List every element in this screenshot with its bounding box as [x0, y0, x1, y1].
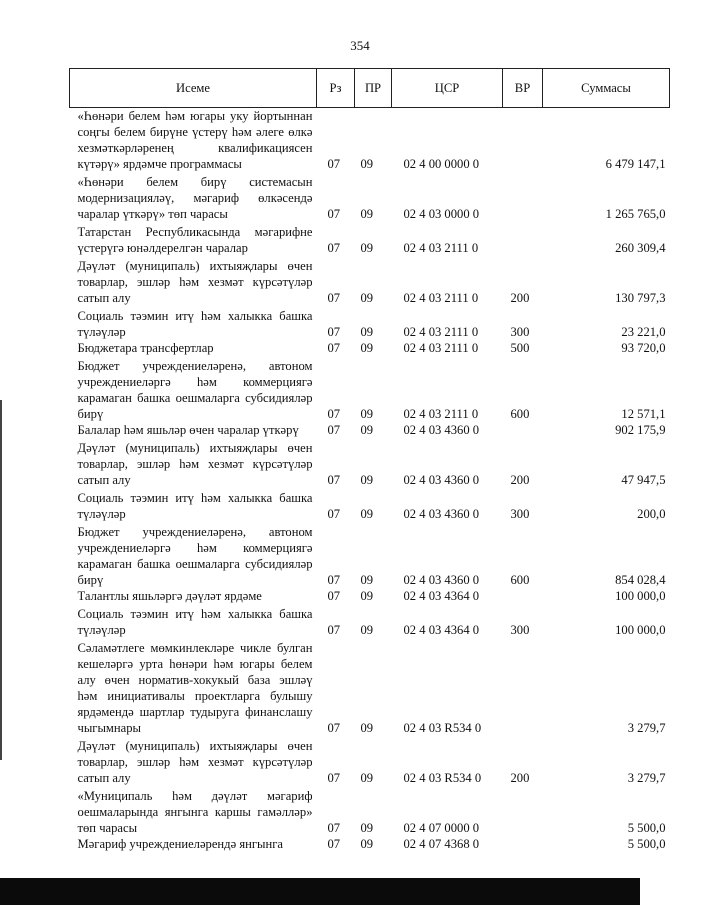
row-name: «Муниципаль һәм дәүләт мәгариф оешмаларында янгынга каршы гамәлләр» төп чарасы [77, 789, 313, 835]
row-csr: 02 4 03 2111 0 [403, 241, 479, 255]
row-amount: 23 221,0 [621, 325, 666, 339]
row-pr: 09 [360, 207, 374, 221]
row-csr: 02 4 03 4360 0 [403, 423, 480, 437]
row-rz: 07 [327, 473, 341, 487]
row-amount: 200,0 [637, 507, 666, 521]
row-rz: 07 [327, 771, 341, 785]
row-rz: 07 [327, 407, 341, 421]
row-amount: 100 000,0 [615, 623, 666, 637]
budget-table-container [69, 68, 669, 852]
row-amount: 5 500,0 [627, 837, 666, 851]
row-rz: 07 [327, 507, 341, 521]
row-name: Дәүләт (муниципаль) ихтыяҗлары өчен товарлар, эшләр һәм хезмәт күрсәтүләр сатып алу [77, 739, 313, 785]
row-csr: 02 4 03 2111 0 [403, 341, 479, 355]
row-pr: 09 [360, 837, 374, 851]
row-pr: 09 [360, 821, 374, 835]
row-name: Мәгариф учреждениеләрендә янгынга [77, 837, 283, 851]
row-pr: 09 [360, 341, 374, 355]
row-rz: 07 [327, 341, 341, 355]
row-name: Социаль тәэмин итү һәм халыкка башка түләүләр [77, 309, 313, 339]
row-amount: 3 279,7 [627, 771, 666, 785]
row-name: Дәүләт (муниципаль) ихтыяҗлары өчен товарлар, эшләр һәм хезмәт күрсәтүләр сатып алу [77, 441, 313, 487]
row-pr: 09 [360, 407, 374, 421]
budget-table [69, 68, 670, 852]
row-vr: 200 [510, 771, 530, 785]
row-vr [503, 786, 543, 836]
row-vr: 600 [510, 573, 530, 587]
header-vr: ВР [503, 69, 543, 108]
row-pr: 09 [360, 325, 374, 339]
header-amount: Суммасы [543, 69, 670, 108]
row-rz: 07 [327, 573, 341, 587]
row-csr: 02 4 03 4364 0 [403, 623, 480, 637]
row-amount: 100 000,0 [615, 589, 666, 603]
row-amount: 130 797,3 [615, 291, 666, 305]
row-vr [503, 108, 543, 173]
row-csr: 02 4 07 0000 0 [403, 821, 480, 835]
row-csr: 02 4 03 2111 0 [403, 291, 479, 305]
row-rz: 07 [327, 207, 341, 221]
row-vr: 200 [510, 291, 530, 305]
row-vr [503, 422, 543, 438]
row-rz: 07 [327, 837, 341, 851]
row-rz: 07 [327, 325, 341, 339]
row-vr: 500 [510, 341, 530, 355]
header-pr: ПР [355, 69, 392, 108]
row-vr: 200 [510, 473, 530, 487]
table-row [70, 340, 670, 356]
table-row [70, 306, 670, 340]
row-csr: 02 4 03 R534 0 [403, 771, 482, 785]
row-amount: 93 720,0 [621, 341, 666, 355]
row-pr: 09 [360, 157, 374, 171]
table-row [70, 256, 670, 306]
row-amount: 3 279,7 [627, 721, 666, 735]
table-row [70, 172, 670, 222]
row-rz: 07 [327, 623, 341, 637]
row-name: Балалар һәм яшьләр өчен чаралар үткәрү [77, 423, 299, 437]
row-rz: 07 [327, 821, 341, 835]
row-amount: 47 947,5 [621, 473, 666, 487]
row-amount: 5 500,0 [627, 821, 666, 835]
header-rz: Рз [317, 69, 355, 108]
row-csr: 02 4 03 4360 0 [403, 473, 480, 487]
page-number: 354 [350, 38, 370, 53]
row-csr: 02 4 03 R534 0 [403, 721, 482, 735]
row-csr: 02 4 03 2111 0 [403, 325, 479, 339]
row-rz: 07 [327, 423, 341, 437]
row-rz: 07 [327, 589, 341, 603]
table-row [70, 786, 670, 836]
row-vr [503, 638, 543, 736]
row-amount: 902 175,9 [615, 423, 666, 437]
row-pr: 09 [360, 623, 374, 637]
table-header-row [70, 69, 670, 108]
scan-bottom-border [0, 878, 640, 905]
row-csr: 02 4 03 0000 0 [403, 207, 480, 221]
row-csr: 02 4 03 4360 0 [403, 573, 480, 587]
row-vr: 300 [510, 507, 530, 521]
row-pr: 09 [360, 721, 374, 735]
row-rz: 07 [327, 157, 341, 171]
table-row [70, 638, 670, 736]
row-vr: 300 [510, 623, 530, 637]
row-amount: 1 265 765,0 [605, 207, 666, 221]
header-name: Исеме [70, 69, 317, 108]
header-csr: ЦСР [392, 69, 503, 108]
row-vr [503, 222, 543, 256]
table-body [70, 108, 670, 853]
table-row [70, 422, 670, 438]
table-row [70, 488, 670, 522]
scan-edge-line [0, 400, 2, 760]
row-pr: 09 [360, 291, 374, 305]
row-pr: 09 [360, 771, 374, 785]
row-csr: 02 4 03 4364 0 [403, 589, 480, 603]
row-pr: 09 [360, 589, 374, 603]
row-vr [503, 836, 543, 852]
row-name: Бюджет учреждениеләренә, автоном учреждениеләргә һәм коммерциягә карамаган башка оешмаларга субсидияләр бирү [77, 525, 313, 587]
row-name: Социаль тәэмин итү һәм халыкка башка түләүләр [77, 491, 313, 521]
table-row [70, 108, 670, 173]
table-row [70, 588, 670, 604]
row-rz: 07 [327, 291, 341, 305]
row-pr: 09 [360, 241, 374, 255]
table-row [70, 438, 670, 488]
table-row [70, 736, 670, 786]
row-amount: 12 571,1 [621, 407, 666, 421]
table-row [70, 522, 670, 588]
row-rz: 07 [327, 241, 341, 255]
row-name: Татарстан Республикасында мәгарифне үстерүгә юнәлдерелгән чаралар [77, 225, 313, 255]
row-name: Бюджетара трансфертлар [77, 341, 214, 355]
row-pr: 09 [360, 423, 374, 437]
row-name: «Һөнәри белем бирү системасын модернизацияләү, мәгариф өлкәсендә чаралар үткәрү» төп чарасы [77, 175, 313, 221]
table-row [70, 222, 670, 256]
row-vr [503, 172, 543, 222]
row-pr: 09 [360, 573, 374, 587]
row-pr: 09 [360, 473, 374, 487]
row-csr: 02 4 07 4368 0 [403, 837, 480, 851]
row-amount: 854 028,4 [615, 573, 666, 587]
row-csr: 02 4 03 2111 0 [403, 407, 479, 421]
row-name: Бюджет учреждениеләренә, автоном учреждениеләргә һәм коммерциягә карамаган башка оешмаларга субсидияләр бирү [77, 359, 313, 421]
table-row [70, 604, 670, 638]
row-name: Сәламәтлеге мөмкинлекләре чикле булган кешеләргә урта һөнәри һәм югары белем алу өчен норматив-хокукый база эшләү һәм инициативалы проектларга булышу ярдәмендә шартлар тудыруга финанслашу чыгымнары [77, 641, 313, 735]
row-name: Дәүләт (муниципаль) ихтыяҗлары өчен товарлар, эшләр һәм хезмәт күрсәтүләр сатып алу [77, 259, 313, 305]
row-amount: 6 479 147,1 [605, 157, 666, 171]
row-vr: 600 [510, 407, 530, 421]
table-row [70, 836, 670, 852]
row-name: Социаль тәэмин итү һәм халыкка башка түләүләр [77, 607, 313, 637]
row-rz: 07 [327, 721, 341, 735]
row-csr: 02 4 00 0000 0 [403, 157, 480, 171]
row-name: Талантлы яшьләргә дәүләт ярдәме [77, 589, 262, 603]
row-vr: 300 [510, 325, 530, 339]
row-pr: 09 [360, 507, 374, 521]
table-row [70, 356, 670, 422]
row-name: «Һөнәри белем һәм югары уку йортыннан соңгы белем бирүне үстерү һәм әлеге өлкә хезмәткәрләренең квалификациясен күтәрү» ярдәмче программасы [77, 109, 313, 171]
row-amount: 260 309,4 [615, 241, 666, 255]
row-csr: 02 4 03 4360 0 [403, 507, 480, 521]
row-vr [503, 588, 543, 604]
